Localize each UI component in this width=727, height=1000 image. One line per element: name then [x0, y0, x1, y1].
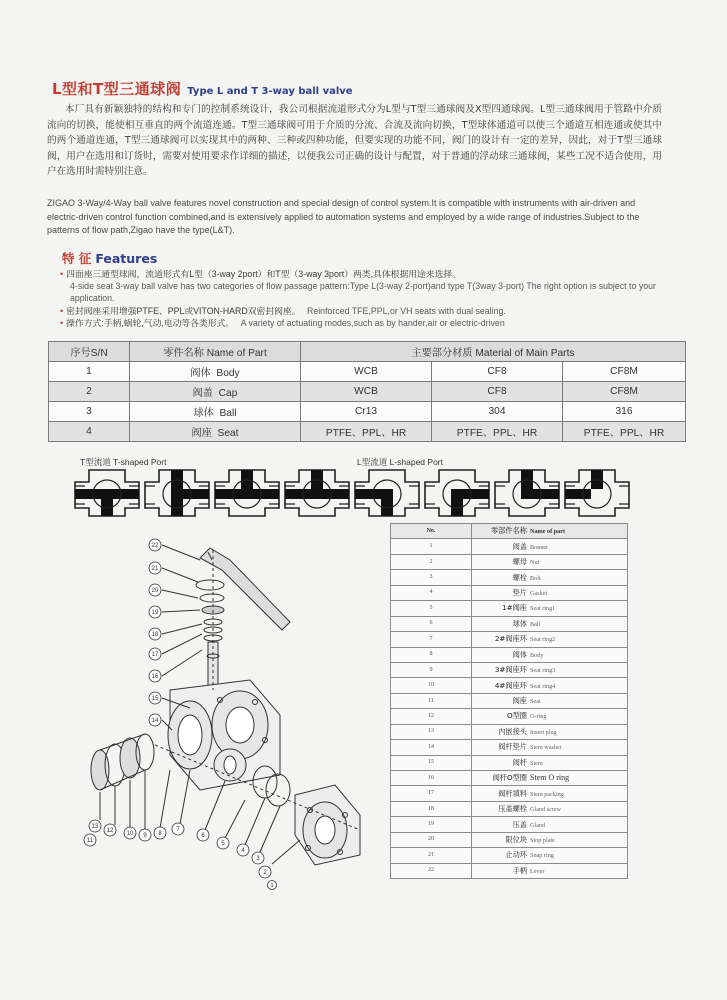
part-no: 3 [391, 570, 472, 585]
part-name [472, 817, 628, 832]
t-port-diagram-1 [75, 470, 139, 516]
cell-material: PTFE、PPL、HR [563, 422, 686, 442]
parts-header-row [391, 524, 628, 539]
callout-number: 3 [256, 856, 260, 862]
table-row [391, 755, 628, 770]
part-name [472, 801, 628, 816]
bullet-icon: • [60, 269, 64, 279]
l-port-diagram-3 [495, 470, 559, 516]
callout-15 [149, 692, 161, 704]
part-en: Seat ring3 [530, 667, 556, 675]
feature-item [60, 305, 680, 317]
callout-number: 11 [86, 838, 94, 844]
callout-1 [268, 881, 277, 890]
part-en: Bonnet [530, 543, 548, 551]
part-en: O-ring [530, 713, 547, 721]
part-en: Gland [530, 821, 546, 829]
part-cn: 阀座 [191, 428, 212, 439]
table-row [391, 848, 628, 863]
part-cn: 阀体 [190, 368, 211, 379]
part-cn: O型圈 [506, 711, 527, 721]
part-cn: 阀杆垫片 [498, 742, 527, 752]
callout-number: 10 [126, 831, 134, 837]
callout-number: 18 [151, 632, 159, 638]
part-en: Lever [530, 867, 545, 875]
features-title-en: Features [95, 251, 158, 266]
callout-number: 19 [151, 610, 159, 616]
cell-material: Cr13 [301, 402, 432, 422]
part-en: Seat ring1 [530, 605, 556, 613]
features-title [62, 249, 157, 267]
callout-number: 15 [151, 696, 159, 702]
part-cn: 3#阀座环 [494, 665, 527, 675]
header-material: 主要部分材质 Material of Main Parts [301, 342, 686, 362]
cell-sn: 4 [49, 422, 130, 442]
part-name [472, 693, 628, 708]
cell-sn: 3 [49, 402, 130, 422]
part-no: 17 [391, 786, 472, 801]
part-name [472, 863, 628, 878]
callout-4 [237, 844, 249, 856]
callout-number: 22 [151, 543, 159, 549]
part-cn: 阀杆 [512, 757, 527, 767]
table-row [391, 678, 628, 693]
part-cn: 螺母 [512, 557, 527, 567]
l-port-diagram-1 [355, 470, 419, 516]
feature-item [60, 268, 680, 305]
callout-13 [89, 820, 101, 832]
part-en: Body [530, 651, 544, 659]
part-name [472, 647, 628, 662]
cell-part [130, 382, 301, 402]
feature-cn: 密封阀座采用增强PTFE、PPL或VITON-HARD双密封阀座。 [66, 305, 301, 316]
part-cn: 球体 [512, 618, 527, 628]
parts-header-en: Name of part [530, 528, 566, 536]
part-cn: 螺栓 [512, 572, 527, 582]
callout-number: 21 [151, 566, 159, 572]
parts-header-name [472, 524, 628, 539]
cell-part [130, 422, 301, 442]
part-no: 5 [391, 601, 472, 616]
bullet-icon: • [60, 305, 64, 316]
page-title [52, 78, 353, 99]
callout-number: 12 [106, 828, 114, 834]
part-no: 16 [391, 771, 472, 786]
table-row [49, 362, 686, 382]
part-en: Seat [530, 698, 541, 706]
title-en: Type L and T 3-way ball valve [187, 86, 353, 97]
table-row [391, 817, 628, 832]
part-en: Body [216, 368, 240, 379]
callout-9 [139, 829, 151, 841]
callout-21 [149, 562, 161, 574]
table-row [391, 693, 628, 708]
feature-item [60, 317, 680, 329]
callout-number: 7 [176, 827, 180, 833]
part-name [472, 771, 628, 786]
header-sn: 序号S/N [49, 342, 130, 362]
part-no: 4 [391, 585, 472, 600]
part-no: 18 [391, 801, 472, 816]
table-row [391, 740, 628, 755]
callout-number: 13 [91, 824, 99, 830]
callout-number: 1 [270, 883, 274, 889]
part-cn: 手柄 [512, 865, 527, 875]
part-en: Stop plate [530, 836, 555, 844]
part-no: 2 [391, 554, 472, 569]
callout-18 [149, 628, 161, 640]
callout-number: 4 [241, 848, 245, 854]
intro-en: ZIGAO 3-Way/4-Way ball valve features novel construction and special design of control system.It is compatible with instruments with air-driven and electric-driven control function combined,and is extensively applied to automation systems and employed by a wide range of industries.Subject to the patterns of flow path,Zigao have the type(L&T). [47, 198, 640, 235]
part-en: Seat ring2 [530, 636, 556, 644]
table-row [49, 402, 686, 422]
part-name [472, 616, 628, 631]
parts-header-no: No. [391, 524, 472, 539]
intro-cn: 本厂具有新颖独特的结构和专门的控制系统设计，我公司根据流道形式分为L型与T型三通球阀及X型四通球阀。L型三通球阀用于管路中介质流向的切换，能使相互垂直的两个流道连通。T型三通球阀可用于介质的分流、合流及流向切换，T型球体通道可以使三个通道互相连通或使其中的两个通道连通，T型三通球阀可以实现其中的两种、三种或四种功能，但要实现的功能不同，阀门的设计有一定的差异，因此，对于T型三通球阀，用户在选用和订货时，需要对使用要求作详细的描述，以便我公司正确的设计与配置，对于普通的浮动球三通球阀，某些工况不适合使用，用户在选用时需特别注意。 [47, 104, 662, 177]
callout-number: 5 [221, 841, 225, 847]
part-en: Cap [218, 388, 238, 399]
table-row [391, 662, 628, 677]
part-cn: 阀体 [512, 649, 527, 659]
part-en: Seat [217, 428, 239, 439]
table-row [391, 554, 628, 569]
part-no: 19 [391, 817, 472, 832]
callout-10 [124, 827, 136, 839]
port-diagrams [70, 468, 630, 518]
part-no: 13 [391, 724, 472, 739]
table-row [49, 382, 686, 402]
part-no: 10 [391, 678, 472, 693]
table-row [391, 832, 628, 847]
part-en: Stem packing [530, 790, 564, 798]
part-cn: 压盖螺栓 [498, 804, 527, 814]
part-cn: 限位块 [505, 834, 527, 844]
part-no: 20 [391, 832, 472, 847]
part-en: Stem [530, 759, 543, 767]
callout-number: 17 [151, 652, 159, 658]
table-row [49, 422, 686, 442]
part-no: 22 [391, 863, 472, 878]
part-no: 7 [391, 632, 472, 647]
part-en: Stem O ring [530, 773, 570, 783]
table-row [391, 647, 628, 662]
part-no: 1 [391, 539, 472, 554]
cell-material: CF8 [432, 382, 563, 402]
part-no: 9 [391, 662, 472, 677]
title-cn: L型和T型三通球阀 [52, 80, 182, 98]
exploded-valve-drawing [60, 530, 385, 890]
part-no: 12 [391, 709, 472, 724]
table-row [391, 585, 628, 600]
callout-6 [197, 829, 209, 841]
part-name [472, 554, 628, 569]
material-table [48, 341, 686, 442]
part-no: 11 [391, 693, 472, 708]
part-en: Stem washer [530, 744, 562, 752]
part-name [472, 724, 628, 739]
cell-material: PTFE、PPL、HR [432, 422, 563, 442]
part-name [472, 786, 628, 801]
cell-part [130, 362, 301, 382]
callout-number: 20 [151, 588, 159, 594]
t-port-diagram-3 [215, 470, 279, 516]
part-no: 21 [391, 848, 472, 863]
part-no: 14 [391, 740, 472, 755]
part-no: 15 [391, 755, 472, 770]
callout-19 [149, 606, 161, 618]
callout-22 [149, 539, 161, 551]
l-port-diagram-2 [425, 470, 489, 516]
table-row [391, 709, 628, 724]
feature-cn: 操作方式:手柄,蜗轮,气动,电动等各类形式。 [66, 317, 235, 328]
t-port-diagram-2 [145, 470, 209, 516]
part-cn: 阀盖 [192, 388, 213, 399]
callout-5 [217, 837, 229, 849]
part-en: Nut [530, 559, 540, 567]
table-row [391, 632, 628, 647]
part-name [472, 832, 628, 847]
callout-2 [259, 866, 271, 878]
cell-material: WCB [301, 382, 432, 402]
callout-16 [149, 670, 161, 682]
callout-number: 6 [201, 833, 205, 839]
header-part: 零件名称 Name of Part [130, 342, 301, 362]
part-cn: 阀座 [512, 696, 527, 706]
part-en: Bolt [530, 574, 541, 582]
part-cn: 阀盖 [512, 541, 527, 551]
callout-number: 2 [263, 870, 267, 876]
feature-en: 4-side seat 3-way ball valve has two categories of flow passage pattern:Type L(3-way 2-port)and type T(3way 3-port) The right option is subject to your application. [70, 281, 656, 304]
callout-11 [84, 834, 96, 846]
feature-en: A variety of actuating modes,such as by hander,air or electric-driven [240, 317, 505, 328]
table-row [391, 863, 628, 878]
cell-sn: 2 [49, 382, 130, 402]
table-row [391, 539, 628, 554]
callout-number: 14 [151, 718, 159, 724]
part-cn: 垫片 [512, 587, 527, 597]
table-row [391, 570, 628, 585]
table-row [391, 616, 628, 631]
part-cn: 内嵌接头 [498, 726, 527, 736]
cell-sn: 1 [49, 362, 130, 382]
table-header-row [49, 342, 686, 362]
callout-number: 16 [151, 674, 159, 680]
part-name [472, 632, 628, 647]
part-cn: 4#阀座环 [494, 680, 527, 690]
features-list [60, 268, 680, 329]
callout-number: 9 [143, 833, 147, 839]
part-name [472, 755, 628, 770]
part-name [472, 601, 628, 616]
features-title-cn: 特 征 [62, 251, 92, 266]
part-cn: 2#阀座环 [494, 634, 527, 644]
part-cn: 止动环 [505, 850, 527, 860]
cell-material: CF8M [563, 382, 686, 402]
part-cn: 球体 [193, 408, 214, 419]
callout-20 [149, 584, 161, 596]
cell-material: WCB [301, 362, 432, 382]
cell-part [130, 402, 301, 422]
parts-header-cn: 零部件名称 [491, 526, 527, 536]
part-cn: 阀杆填料 [498, 788, 527, 798]
part-no: 8 [391, 647, 472, 662]
table-row [391, 724, 628, 739]
parts-table [390, 523, 628, 879]
l-port-label: L型流道 L-shaped Port [357, 457, 443, 467]
part-en: Seat ring4 [530, 682, 556, 690]
part-en: Insert plug [530, 728, 557, 736]
part-name [472, 539, 628, 554]
part-en: Ball [530, 620, 541, 628]
part-cn: 阀杆O型圈 [492, 773, 527, 783]
cell-material: 316 [563, 402, 686, 422]
table-row [391, 801, 628, 816]
t-port-diagram-4 [285, 470, 349, 516]
part-name [472, 740, 628, 755]
part-cn: 压盖 [512, 819, 527, 829]
callout-number: 8 [158, 831, 162, 837]
feature-cn: 四面座三通型球阀，流道形式有L型（3-way 2port）和T型（3-way 3port）两类,具体根据用途来选择。 [66, 269, 462, 279]
table-row [391, 601, 628, 616]
callout-17 [149, 648, 161, 660]
callout-12 [104, 824, 116, 836]
part-name [472, 570, 628, 585]
part-en: Ball [219, 408, 237, 419]
part-cn: 1#阀座 [502, 603, 527, 613]
bullet-icon: • [60, 317, 64, 328]
part-name [472, 662, 628, 677]
part-en: Gasket [530, 589, 548, 597]
callout-8 [154, 827, 166, 839]
l-port-diagram-4 [565, 470, 629, 516]
part-name [472, 848, 628, 863]
cell-material: PTFE、PPL、HR [301, 422, 432, 442]
t-port-label: T型流道 T-shaped Port [80, 457, 167, 467]
callout-14 [149, 714, 161, 726]
part-en: Gland screw [530, 806, 562, 814]
feature-en: Reinforced TFE,PPL,or VH seats with dual sealing. [306, 305, 506, 316]
part-name [472, 709, 628, 724]
cell-material: 304 [432, 402, 563, 422]
part-en: Snap ring [530, 852, 554, 860]
part-no: 6 [391, 616, 472, 631]
callout-7 [172, 823, 184, 835]
table-row [391, 771, 628, 786]
cell-material: CF8 [432, 362, 563, 382]
callout-3 [252, 852, 264, 864]
cell-material: CF8M [563, 362, 686, 382]
table-row [391, 786, 628, 801]
part-name [472, 585, 628, 600]
part-name [472, 678, 628, 693]
